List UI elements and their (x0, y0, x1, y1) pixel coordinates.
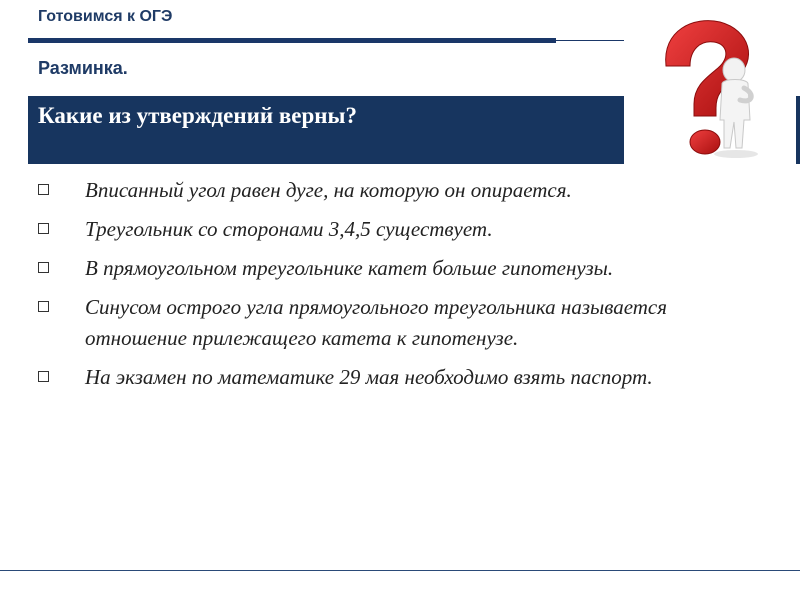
statement-text: На экзамен по математике 29 мая необходимо взять паспорт. (85, 365, 653, 389)
statement-text: Синусом острого угла прямоугольного треугольника называется отношение прилежащего катета к гипотенузе. (85, 295, 668, 350)
statement-text: Вписанный угол равен дуге, на которую он опирается. (85, 178, 572, 202)
checkbox-bullet (38, 262, 49, 273)
course-title: Готовимся к ОГЭ (38, 8, 173, 25)
question-mark-figure-icon (624, 8, 796, 164)
footer-rule (0, 570, 800, 571)
statement-text: В прямоугольном треугольнике катет больше гипотенузы. (85, 256, 614, 280)
list-item (38, 253, 758, 284)
checkbox-bullet (38, 184, 49, 195)
statement-text: Треугольник со сторонами 3,4,5 существует. (85, 217, 493, 241)
banner-title: Какие из утверждений верны? (38, 103, 357, 128)
list-item (38, 175, 758, 206)
checkbox-bullet (38, 371, 49, 382)
list-item (38, 292, 758, 354)
checkbox-bullet (38, 223, 49, 234)
list-item (38, 214, 758, 245)
banner-edge (796, 96, 800, 164)
checkbox-bullet (38, 301, 49, 312)
list-item (38, 362, 758, 393)
statement-list (38, 175, 758, 401)
header-rule-thick (28, 38, 556, 43)
section-subtitle: Разминка. (38, 58, 128, 78)
